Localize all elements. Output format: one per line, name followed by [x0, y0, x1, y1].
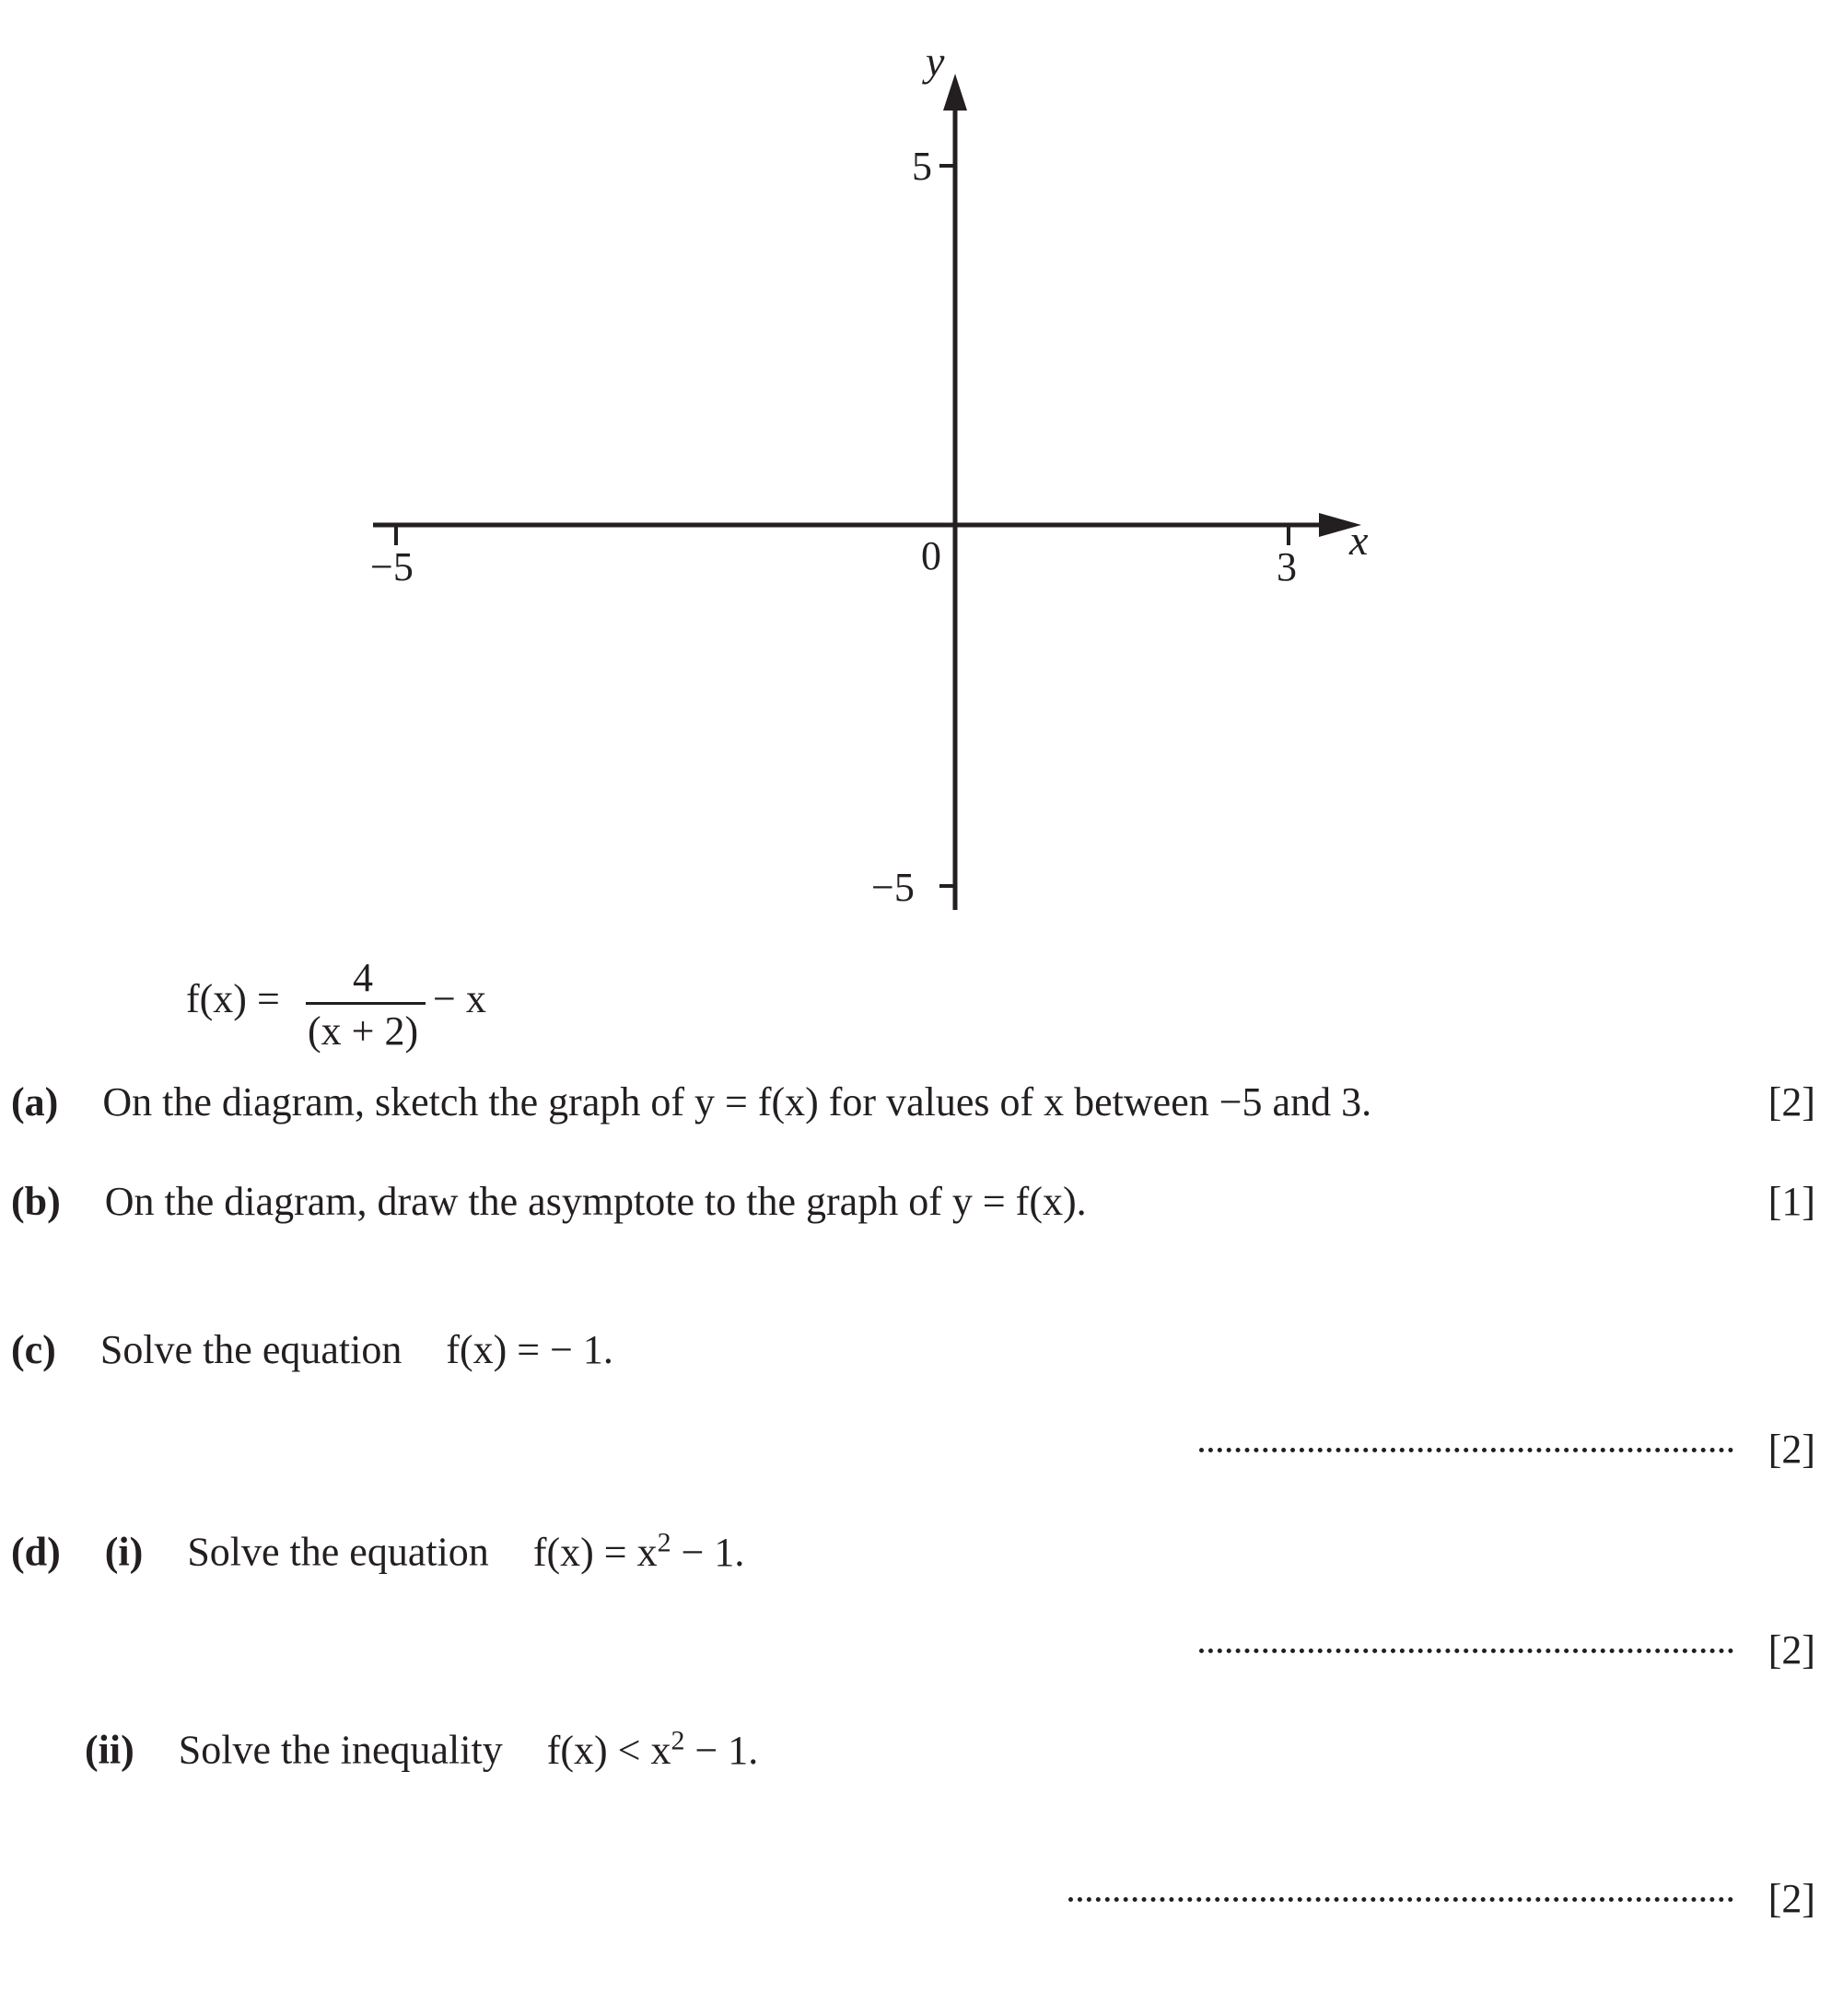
- question-a-text-pre: On the diagram, sketch the graph of: [102, 1079, 684, 1125]
- question-d-i-expr: $f(x) = x^2 - 1$.: [532, 1527, 745, 1575]
- x-tick-label-3: 3: [1277, 544, 1297, 589]
- y-tick-label-5: 5: [912, 144, 932, 189]
- question-c: [11, 1327, 613, 1372]
- question-b-expr: y = f(x).: [951, 1179, 1087, 1224]
- axes-diagram: [0, 0, 1843, 930]
- question-d-i-marks: [2]: [1767, 1627, 1815, 1672]
- question-a-expr: y = f(x): [694, 1079, 819, 1125]
- answer-line-c[interactable]: [1199, 1448, 1733, 1452]
- question-d-i-text: Solve the equation: [187, 1529, 489, 1575]
- answer-line-d-ii[interactable]: [1068, 1897, 1733, 1902]
- question-c-expr: f(x) = − 1.: [446, 1327, 613, 1372]
- question-c-label: (c): [11, 1327, 56, 1372]
- question-b: [11, 1179, 1087, 1224]
- question-b-label: (b): [11, 1179, 61, 1224]
- question-d-i: [11, 1529, 744, 1573]
- question-b-marks: [1]: [1767, 1179, 1815, 1224]
- fraction-bar: [306, 1002, 426, 1005]
- question-d-ii-expr: $f(x) < x^2 - 1$.: [546, 1725, 759, 1773]
- x-axis-label: x: [1349, 517, 1369, 564]
- question-a: [11, 1079, 1372, 1125]
- question-a-label: (a): [11, 1079, 59, 1125]
- question-d-i-label: (i): [104, 1529, 144, 1575]
- y-axis-arrow: [943, 74, 967, 111]
- answer-line-d-i[interactable]: [1199, 1649, 1733, 1653]
- question-d-ii-label: (ii): [85, 1727, 134, 1773]
- question-d-ii-text: Solve the inequality: [178, 1727, 503, 1773]
- function-tail: − x: [433, 976, 486, 1021]
- function-denominator: (x + 2): [308, 1008, 419, 1054]
- y-tick-label-neg5: −5: [871, 865, 915, 910]
- function-numerator: 4: [353, 955, 373, 1000]
- question-b-text-pre: On the diagram, draw the asymptote to the graph of: [104, 1179, 942, 1224]
- question-d-ii: [85, 1727, 758, 1771]
- question-d-ii-marks: [2]: [1767, 1876, 1815, 1921]
- question-c-text: Solve the equation: [99, 1327, 402, 1372]
- question-c-marks: [2]: [1767, 1427, 1815, 1472]
- x-tick-label-neg5: −5: [370, 544, 414, 589]
- y-axis-label: y: [926, 38, 945, 85]
- origin-label: 0: [921, 533, 941, 578]
- question-a-text-post: for values of x between −5 and 3.: [828, 1079, 1372, 1125]
- question-d-label: (d): [11, 1529, 61, 1575]
- function-lhs: f(x) =: [186, 976, 280, 1021]
- question-a-marks: [2]: [1767, 1079, 1815, 1125]
